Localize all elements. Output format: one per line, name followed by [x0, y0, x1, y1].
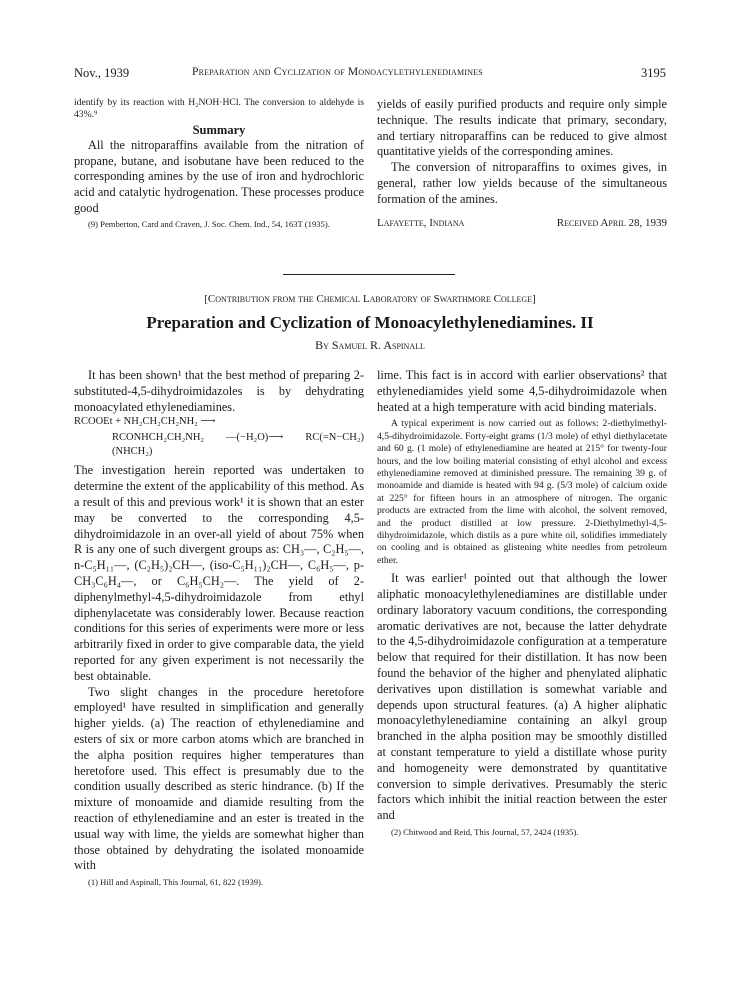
header-running-title: Preparation and Cyclization of Monoacylethylenediamines	[192, 66, 483, 78]
article-title: Preparation and Cyclization of Monoacylethylenediamines. II	[146, 313, 594, 332]
summary-heading: Summary	[192, 122, 246, 137]
left-paragraph-1: It has been shown¹ that the best method of preparing 2-substituted-4,5-dihydroimidazoles is by dehydrating monoacylated ethylenediamines.	[74, 368, 364, 414]
prev-received-date: Received April 28, 1939	[556, 216, 667, 229]
article-left-column	[74, 368, 364, 888]
prev-right-paragraph-1: yields of easily purified products and require only simple technique. The results indicate that primary, secondary, and tertiary nitroparaffins can be reduced to give almost quantitative yields of the corresponding amines.	[377, 97, 667, 159]
article-author: By Samuel R. Aspinall	[315, 338, 425, 352]
prev-article-right-column	[377, 97, 667, 231]
reaction-equation-1: RCOOEt + NH₂CH₂CH₂NH₂ ⟶	[74, 416, 216, 428]
section-divider	[283, 274, 455, 275]
header-date: Nov., 1939	[74, 66, 130, 80]
prev-footnote: (9) Pemberton, Card and Craven, J. Soc. Chem. Ind., 54, 163T (1935).	[88, 218, 330, 229]
summary-text: All the nitroparaffins available from the nitration of propane, butane, and isobutane have been reduced to the corresponding amines by the use of iron and hydrochloric acid and catalytic hydrogenation. These processes produce good	[74, 137, 364, 215]
running-header	[74, 66, 666, 86]
right-footnote: (2) Chitwood and Reid, This Journal, 57, 2424 (1935).	[391, 827, 579, 838]
right-paragraph-2: It was earlier¹ pointed out that although the lower aliphatic monoacylethylenediamines are distillable under ordinary laboratory vacuum conditions, the corresponding aromatic derivatives are not, because the latter dehydrate to the 4,5-dihydroimidazole configuration at a temperature below that required for their distillation. It has now been found the behavior of the higher and phenylated aliphatic derivatives upon distillation is somewhat variable and depends upon structural features. (a) A higher aliphatic monoacylethylenediamine containing an alkyl group branched in the alpha position may be smoothly distilled at constant temperature to yield a distillate whose purity and homogeneity were demonstrated by quantitative conversion to simple derivatives. Presumably the steric factors which inhibit the initial reaction between the ester and	[377, 571, 667, 823]
article-right-column	[377, 368, 667, 838]
contribution-line: [Contribution from the Chemical Laboratory of Swarthmore College]	[204, 293, 536, 305]
header-page-number: 3195	[641, 66, 666, 80]
prev-left-top: identify by its reaction with H₂NOH·HCl. The conversion to aldehyde is 43%.⁹	[74, 97, 364, 121]
prev-signature-line	[377, 216, 667, 232]
left-footnote: (1) Hill and Aspinall, This Journal, 61, 822 (1939).	[88, 877, 264, 888]
prev-location: Lafayette, Indiana	[377, 216, 465, 229]
reaction-equation-2: RCONHCH₂CH₂NH₂ —(−H₂O)⟶ RC(=N−CH₂)(NHCH₂)	[112, 432, 364, 458]
left-paragraph-3: Two slight changes in the procedure heretofore employed¹ have resulted in simplification and generally higher yields. (a) The reaction of ethylenediamine and esters of six or more carbon atoms which are branched in the alpha position requires higher temperatures than heretofore used. This effect is presumably due to the condition usually described as steric hindrance. (b) If the mixture of monoamide and diamide resulting from the reaction of ethylenediamine and an ester is treated in the usual way with lime, the yields are somewhat higher than those obtained by dehydrating the isolated monoamide with	[74, 684, 364, 873]
right-paragraph-1: lime. This fact is in accord with earlier observations² that ethylenediamides yield some 4,5-dihydroimidazole when heated at a high temperature with acid binding materials.	[377, 368, 667, 414]
left-paragraph-2: The investigation herein reported was undertaken to determine the extent of the applicability of this method. As a result of this and previous work¹ it is shown that an ester may be converted to the corresponding 4,5-dihydroimidazole in an over-all yield of about 75% when R is any one of such divergent groups as: CH₃—, C₂H₅—, n-C₅H₁₁—, (C₂H₅)₂CH—, (iso-C₅H₁₁)₂CH—, C₆H₅—, p-CH₃C₆H₄—, or C₆H₅CH₂—. The yield of 2-diphenylmethyl-4,5-dihydroimidazole from ethyl diphenylacetate was considerably lower. Because reaction conditions for this series of experiments were more or less arbitrarily fixed in order to give comparable data, the yield reported for any given experiment is not necessarily the best obtainable.	[74, 463, 364, 683]
experimental-procedure: A typical experiment is now carried out as follows: 2-diethylmethyl-4,5-dihydroimidazole. Forty-eight grams (1/3 mole) of ethyl diethylacetate and 60 g. (1 mole) of ethylenediamine are heated at 215° for twenty-four hours, and the low boiling material consisting of ethyl alcohol and excess ethylenediamine removed at diminished pressure. The remaining 39 g. of monoamide and diamide is heated with 94 g. (5/3 mole) of calcium oxide at 225° for fifteen hours in an atmosphere of nitrogen. The organic products are extracted from the lime with alcohol, the solvent removed, and the product distilled at low pressure. 2-Diethylmethyl-4,5-dihydroimidazole, which distils as a pure white oil, solidifies immediately on cooling and is obtained as glistening white needles from petroleum ether.	[377, 418, 667, 566]
prev-article-left-column	[74, 97, 364, 230]
prev-right-paragraph-2: The conversion of nitroparaffins to oximes gives, in general, rather low yields because of the simultaneous formation of the amines.	[377, 160, 667, 206]
